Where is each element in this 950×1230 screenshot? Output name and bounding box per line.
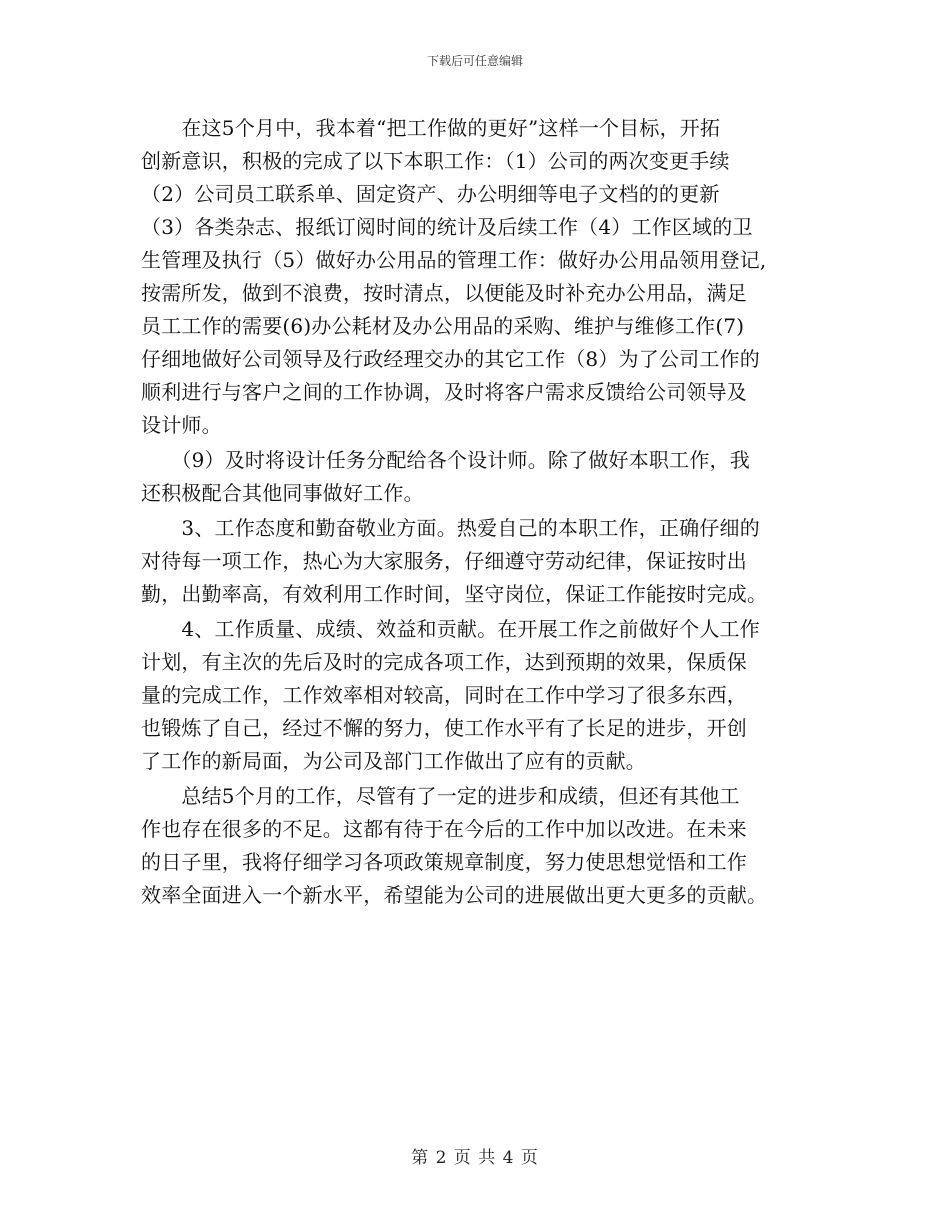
document-body [141,112,821,912]
text-line: （3）各类杂志、报纸订阅时间的统计及后续工作（4）工作区域的卫 [141,215,753,239]
text-line: 了工作的新局面，为公司及部门工作做出了应有的贡献。 [141,749,646,773]
page-header: 下载后可任意编辑 [426,54,523,68]
text-line: 4、工作质量、成绩、效益和贡献。在开展工作之前做好个人工作 [141,617,760,641]
text-line: 生管理及执行（5）做好办公用品的管理工作：做好办公用品领用登记, [141,248,767,272]
text-line: 计划，有主次的先后及时的完成各项工作，达到预期的效果，保质保 [141,650,747,674]
page-number-footer: 第 2 页 共 4 页 [411,1148,539,1168]
text-line: 量的完成工作，工作效率相对较高，同时在工作中学习了很多东西， [141,683,747,707]
paragraph [141,613,821,778]
paragraph [141,112,821,442]
text-line: 3、工作态度和勤奋敬业方面。热爱自己的本职工作，正确仔细的 [141,516,760,540]
text-line: 也锻炼了自己，经过不懈的努力，使工作水平有了长足的进步，开创 [141,716,747,740]
text-line: 在这5个月中，我本着“把工作做的更好”这样一个目标，开拓 [141,116,721,140]
text-line: 创新意识，积极的完成了以下本职工作：（1）公司的两次变更手续 [141,149,730,173]
text-line: 顺利进行与客户之间的工作协调，及时将客户需求反馈给公司领导及 [141,380,747,404]
paragraph [141,512,821,611]
text-line: 对待每一项工作，热心为大家服务，仔细遵守劳动纪律，保证按时出 [141,549,747,573]
text-line: 效率全面进入一个新水平，希望能为公司的进展做出更大更多的贡献。 [141,883,768,907]
text-line: 员工工作的需要(6)办公耗材及办公用品的采购、维护与维修工作(7) [141,314,745,338]
text-line: 设计师。 [141,413,222,437]
paragraph [141,444,821,510]
text-line: 还积极配合其他同事做好工作。 [141,481,424,505]
text-line: 的日子里，我将仔细学习各项政策规章制度，努力使思想觉悟和工作 [141,850,747,874]
paragraph [141,780,821,912]
text-line: （2）公司员工联系单、固定资产、办公明细等电子文档的的更新 [141,182,720,206]
text-line: 作也存在很多的不足。这都有待于在今后的工作中加以改进。在未来 [141,817,747,841]
text-line: 勤，出勤率高，有效利用工作时间，坚守岗位，保证工作能按时完成。 [141,582,768,606]
text-line: 仔细地做好公司领导及行政经理交办的其它工作（8）为了公司工作的 [141,347,760,371]
text-line: 按需所发，做到不浪费，按时清点，以便能及时补充办公用品，满足 [141,281,747,305]
text-line: （9）及时将设计任务分配给各个设计师。除了做好本职工作，我 [141,448,750,472]
text-line: 总结5个月的工作，尽管有了一定的进步和成绩，但还有其他工 [141,784,740,808]
